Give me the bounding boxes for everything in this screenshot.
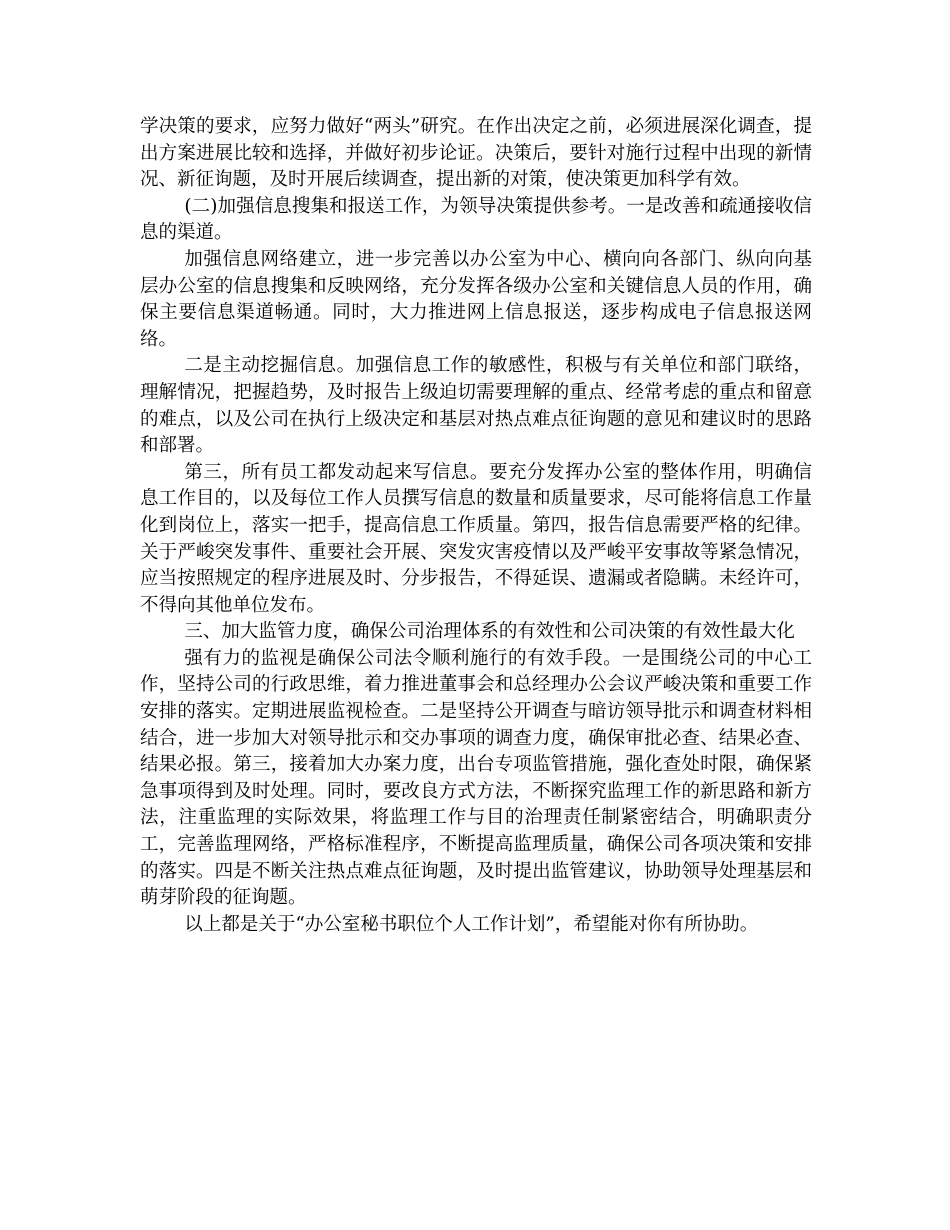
paragraph-info-collection: (二)加强信息搜集和报送工作，为领导决策提供参考。一是改善和疏通接收信息的渠道。 bbox=[140, 195, 812, 244]
paragraph-closing: 以上都是关于“办公室秘书职位个人工作计划”，希望能对你有所协助。 bbox=[184, 913, 759, 935]
paragraph-all-staff: 第三，所有员工都发动起来写信息。要充分发挥办公室的整体作用，明确信息工作目的，以及每位工作人员撰写信息的数量和质量要求，尽可能将信息工作量化到岗位上，落实一把手，提高信息工作质量。第四，报告信息需要严格的纪律。关于严峻突发事件、重要社会开展、突发灾害疫情以及严峻平安事故等紧急情况，应当按照规定的程序进展及时、分步报告，不得延误、遗漏或者隐瞒。未经许可，不得向其他单位发布。 bbox=[140, 461, 812, 616]
paragraph-continuation: 学决策的要求，应努力做好“两头”研究。在作出决定之前，必须进展深化调查，提出方案进展比较和选择，并做好初步论证。决策后，要针对施行过程中出现的新情况、新征询题，及时开展后续调查，提出新的对策，使决策更加科学有效。 bbox=[140, 116, 812, 191]
section-heading-supervision: 三、加大监管力度，确保公司治理体系的有效性和公司决策的有效性最大化 bbox=[184, 621, 795, 643]
document-page bbox=[140, 114, 812, 938]
paragraph-mining-info: 二是主动挖掘信息。加强信息工作的敏感性，积极与有关单位和部门联络，理解情况，把握趋势，及时报告上级迫切需要理解的重点、经常考虑的重点和留意的难点，以及公司在执行上级决定和基层对热点难点征询题的意见和建议时的思路和部署。 bbox=[140, 355, 812, 457]
paragraph-supervision: 强有力的监视是确保公司法令顺利施行的有效手段。一是围绕公司的中心工作，坚持公司的行政思维，着力推进董事会和总经理办公会议严峻决策和重要工作安排的落实。定期进展监视检查。二是坚持公开调查与暗访领导批示和调查材料相结合，进一步加大对领导批示和交办事项的调查力度，确保审批必查、结果必查、结果必报。第三，接着加大办案力度，出台专项监管措施，强化查处时限，确保紧急事项得到及时处理。同时，要改良方式方法，不断探究监理工作的新思路和新方法，注重监理的实际效果，将监理工作与目的治理责任制紧密结合，明确职责分工，完善监理网络，严格标准程序，不断提高监理质量，确保公司各项决策和安排的落实。四是不断关注热点难点征询题，及时提出监管建议，协助领导处理基层和萌芽阶段的征询题。 bbox=[140, 647, 812, 909]
paragraph-info-network: 加强信息网络建立，进一步完善以办公室为中心、横向向各部门、纵向向基层办公室的信息搜集和反映网络，充分发挥各级办公室和关键信息人员的作用，确保主要信息渠道畅通。同时，大力推进网上信息报送，逐步构成电子信息报送网络。 bbox=[140, 248, 812, 350]
